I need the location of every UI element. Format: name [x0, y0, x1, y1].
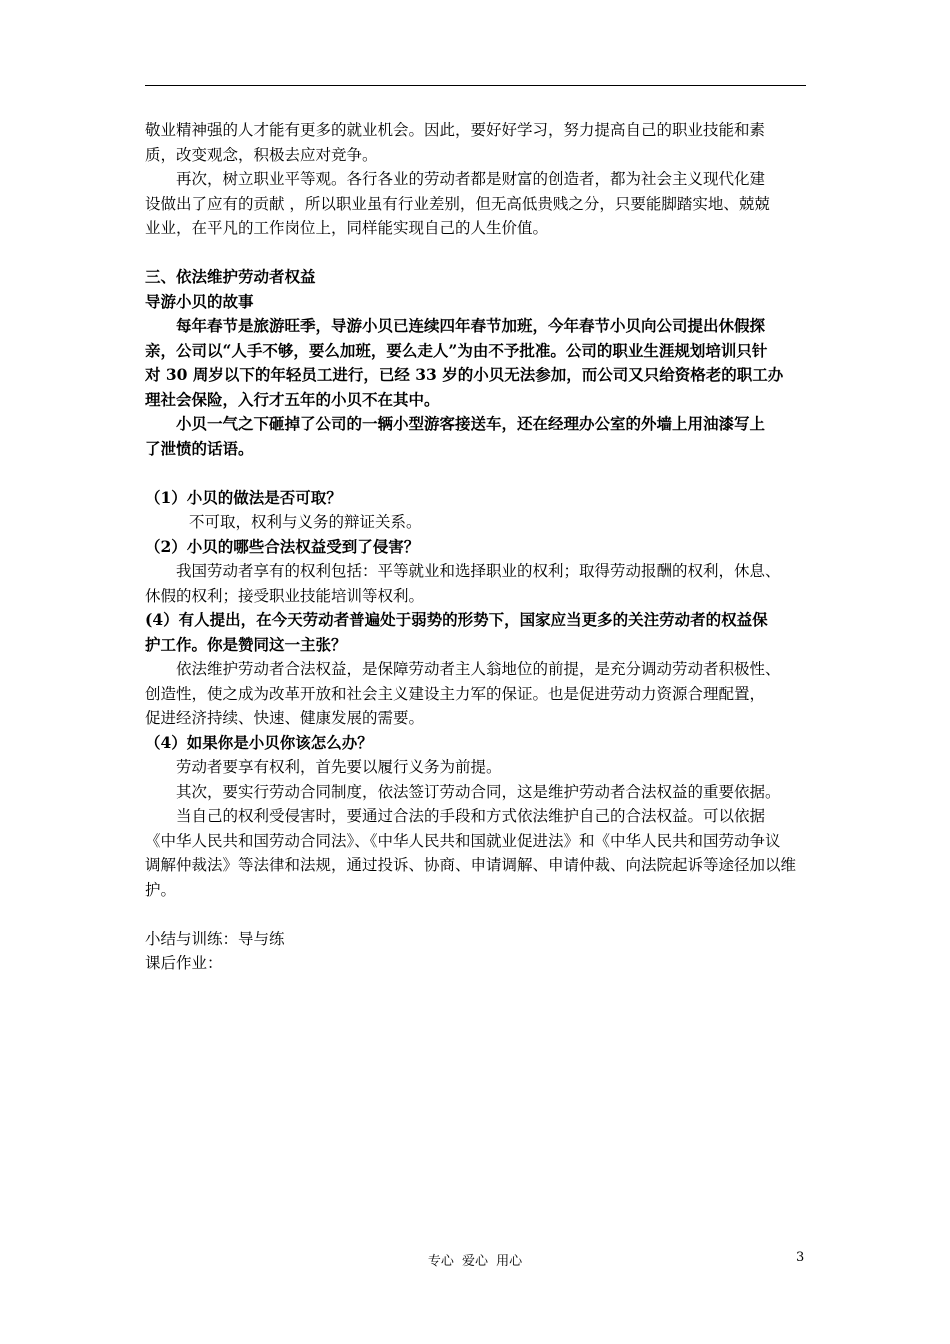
- question-heading: （1）小贝的做法是否可取？: [145, 487, 342, 507]
- answer-line: 当自己的权利受侵害时，要通过合法的手段和方式依法维护自己的合法权益。可以依据: [176, 807, 766, 825]
- answer-line: 其次，要实行劳动合同制度，依法签订劳动合同，这是维护劳动者合法权益的重要依据。: [176, 782, 781, 801]
- story-line: 理社会保险，入行才五年的小贝不在其中。: [145, 389, 440, 409]
- paragraph-line: 业业，在平凡的工作岗位上，同样能实现自己的人生价值。: [145, 219, 549, 237]
- summary-line: 小结与训练：导与练: [145, 929, 285, 948]
- paragraph-line: 质，改变观念，积极去应对竞争。: [145, 145, 378, 164]
- blank-line: [145, 241, 815, 266]
- question-heading: （2）小贝的哪些合法权益受到了侵害？: [145, 536, 420, 556]
- answer-line: 调解仲裁法》等法律和法规，通过投诉、协商、申请调解、申请仲裁、向法院起诉等途径加以维: [145, 856, 797, 874]
- homework-line: 课后作业：: [145, 954, 223, 972]
- answer-line: 不可取，权利与义务的辩证关系。: [189, 513, 422, 531]
- answer-line: 护。: [145, 880, 177, 899]
- blank-line: [145, 902, 815, 927]
- question-heading: （4）如果你是小贝你该怎么办？: [145, 732, 373, 752]
- paragraph-line: 敬业精神强的人才能有更多的就业机会。因此，要好好学习，努力提高自己的职业技能和素: [145, 121, 766, 139]
- answer-line: 劳动者要享有权利，首先要以履行义务为前提。: [176, 758, 502, 776]
- document-body: [145, 118, 815, 976]
- story-line: 每年春节是旅游旺季，导游小贝已连续四年春节加班，今年春节小贝向公司提出休假探: [176, 316, 766, 335]
- question-heading: (4）有人提出，在今天劳动者普遍处于弱势的形势下，国家应当更多的关注劳动者的权益保: [145, 610, 768, 629]
- story-title: 导游小贝的故事: [145, 291, 254, 311]
- header-rule: [145, 85, 806, 86]
- section-heading: 三、依法维护劳动者权益: [145, 267, 316, 286]
- paragraph-line: 再次，树立职业平等观。各行各业的劳动者都是财富的创造者，都为社会主义现代化建: [176, 170, 766, 188]
- answer-line: 创造性，使之成为改革开放和社会主义建设主力军的保证。也是促进劳动力资源合理配置，: [145, 684, 766, 703]
- answer-line: 休假的权利；接受职业技能培训等权利。: [145, 586, 425, 605]
- story-line: 对 30 周岁以下的年轻员工进行，已经 33 岁的小贝无法参加，而公司又只给资格老的职工办: [145, 365, 784, 384]
- question-heading: 护工作。你是赞同这一主张？: [145, 634, 347, 654]
- story-line: 了泄愤的话语。: [145, 438, 254, 458]
- answer-line: 促进经济持续、快速、健康发展的需要。: [145, 709, 425, 727]
- footer-motto: 专心 爱心 用心: [427, 1254, 523, 1269]
- answer-line: 依法维护劳动者合法权益，是保障劳动者主人翁地位的前提，是充分调动劳动者积极性、: [176, 660, 781, 678]
- paragraph-line: 设做出了应有的贡献 ，所以职业虽有行业差别，但无高低贵贱之分，只要能脚踏实地、兢兢: [145, 194, 770, 213]
- story-line: 小贝一气之下砸掉了公司的一辆小型游客接送车，还在经理办公室的外墙上用油漆写上: [176, 414, 766, 433]
- story-line: 亲，公司以“人手不够，要么加班，要么走人”为由不予批准。公司的职业生涯规划培训只针: [145, 340, 768, 360]
- blank-line: [145, 461, 815, 486]
- answer-line: 《中华人民共和国劳动合同法》、《中华人民共和国就业促进法》和《中华人民共和国劳动争议: [145, 831, 781, 850]
- answer-line: 我国劳动者享有的权利包括：平等就业和选择职业的权利；取得劳动报酬的权利，休息、: [176, 562, 781, 580]
- page-number: 3: [796, 1250, 805, 1265]
